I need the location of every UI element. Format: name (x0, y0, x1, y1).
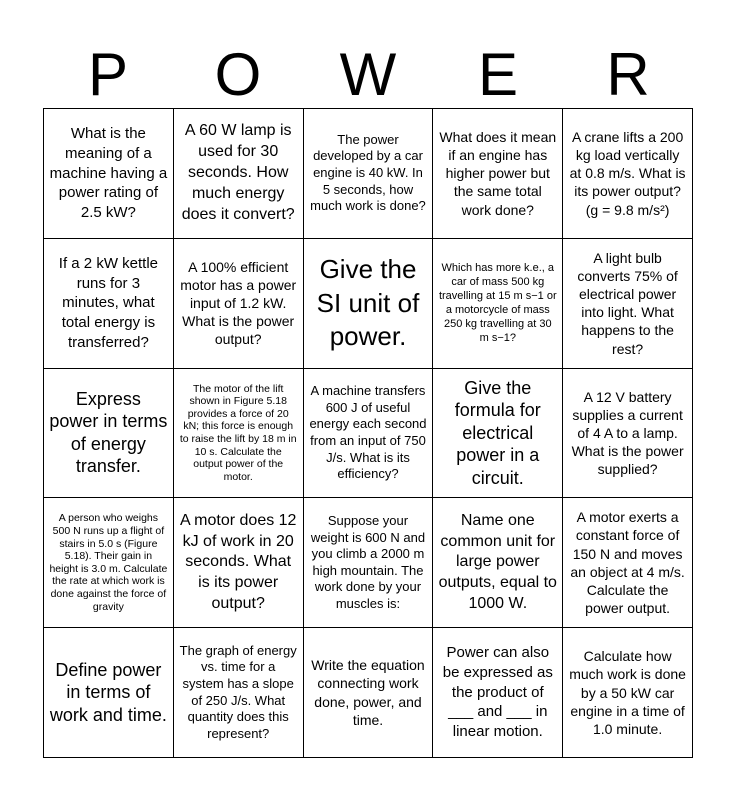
bingo-cell-r3-c3 (304, 369, 434, 499)
cell-text: Power can also be expressed as the product of ___ and ___ in linear motion. (442, 644, 553, 741)
bingo-cell-r4-c4 (433, 498, 563, 628)
cell-text: A 60 W lamp is used for 30 seconds. How much energy does it convert? (181, 122, 295, 223)
cell-text: A person who weighs 500 N runs up a flight of stairs in 5.0 s (Figure 5.18). Their gain in height is 3.0 m. Calculate the rate at which work is done against the force of gravity (49, 512, 168, 613)
bingo-cell-r3-c1 (44, 369, 174, 499)
bingo-cell-r1-c3 (304, 109, 434, 239)
bingo-cell-r2-c1 (44, 239, 174, 369)
bingo-card (43, 108, 693, 758)
bingo-cell-r5-c5 (563, 628, 693, 758)
cell-text: Write the equation connecting work done, power, and time. (311, 657, 425, 728)
bingo-cell-r2-c5 (563, 239, 693, 369)
bingo-title (43, 40, 693, 110)
cell-text: Define power in terms of work and time. (49, 659, 167, 725)
cell-text: Give the formula for electrical power in a circuit. (454, 377, 541, 488)
cell-text: Name one common unit for large power outputs, equal to 1000 W. (438, 511, 557, 612)
bingo-cell-r3-c5 (563, 369, 693, 499)
bingo-cell-r4-c2 (174, 498, 304, 628)
cell-text: The power developed by a car engine is 40 kW. In 5 seconds, how much work is done? (310, 131, 426, 214)
bingo-cell-r3-c2 (174, 369, 304, 499)
cell-text: A motor does 12 kJ of work in 20 seconds. What is its power output? (179, 511, 297, 612)
bingo-cell-r4-c1 (44, 498, 174, 628)
bingo-cell-r1-c2 (174, 109, 304, 239)
bingo-cell-r5-c1 (44, 628, 174, 758)
title-letter-w: W (339, 41, 397, 108)
cell-text: The motor of the lift shown in Figure 5.18 provides a force of 20 kN; this force is enough to raise the lift by 18 m in 10 s. Calculate the output power of the motor. (179, 382, 297, 483)
bingo-cell-r3-c4 (433, 369, 563, 499)
bingo-cell-r2-c2 (174, 239, 304, 369)
cell-text: Suppose your weight is 600 N and you climb a 2000 m high mountain. The work done by your muscles is: (310, 512, 426, 612)
bingo-cell-r2-c3 (304, 239, 434, 369)
cell-text: A 12 V battery supplies a current of 4 A to a lamp. What is the power supplied? (571, 388, 684, 478)
cell-text: Which has more k.e., a car of mass 500 kg travelling at 15 m s−1 or a motorcycle of mass 250 kg travelling at 30 m s−1? (438, 261, 557, 345)
cell-text: A light bulb converts 75% of electrical power into light. What happens to the rest? (577, 249, 678, 357)
bingo-cell-r1-c4 (433, 109, 563, 239)
cell-text: A motor exerts a constant force of 150 N and moves an object at 4 m/s. Calculate the power output. (570, 509, 685, 617)
cell-text: What does it mean if an engine has higher power but the same total work done? (439, 128, 557, 218)
cell-text: The graph of energy vs. time for a system has a slope of 250 J/s. What quantity does this represent? (179, 642, 297, 741)
cell-text: Calculate how much work is done by a 50 kW car engine in a time of 1.0 minute. (569, 648, 686, 737)
bingo-cell-r1-c1 (44, 109, 174, 239)
cell-text: If a 2 kW kettle runs for 3 minutes, what total energy is transferred? (58, 254, 158, 351)
bingo-cell-r1-c5 (563, 109, 693, 239)
bingo-cell-r5-c3 (304, 628, 434, 758)
cell-text: A machine transfers 600 J of useful energy each second from an input of 750 J/s. What is its efficiency? (309, 383, 427, 482)
cell-text: A 100% efficient motor has a power input of 1.2 kW. What is the power output? (180, 258, 297, 348)
cell-text: Express power in terms of energy transfer. (49, 388, 168, 477)
title-letter-e: E (477, 41, 519, 108)
bingo-cell-r5-c2 (174, 628, 304, 758)
title-letter-p: P (87, 41, 129, 108)
title-letter-r: R (606, 41, 650, 108)
cell-text: Give the SI unit of power. (316, 254, 420, 351)
bingo-cell-r5-c4 (433, 628, 563, 758)
cell-text: A crane lifts a 200 kg load vertically at 0.8 m/s. What is its power output? (g = 9.8 m/s²) (569, 128, 686, 218)
cell-text: What is the meaning of a machine having a power rating of 2.5 kW? (49, 124, 168, 222)
bingo-cell-r4-c3 (304, 498, 434, 628)
bingo-cell-r2-c4 (433, 239, 563, 369)
bingo-cell-r4-c5 (563, 498, 693, 628)
title-letter-o: O (214, 41, 262, 108)
